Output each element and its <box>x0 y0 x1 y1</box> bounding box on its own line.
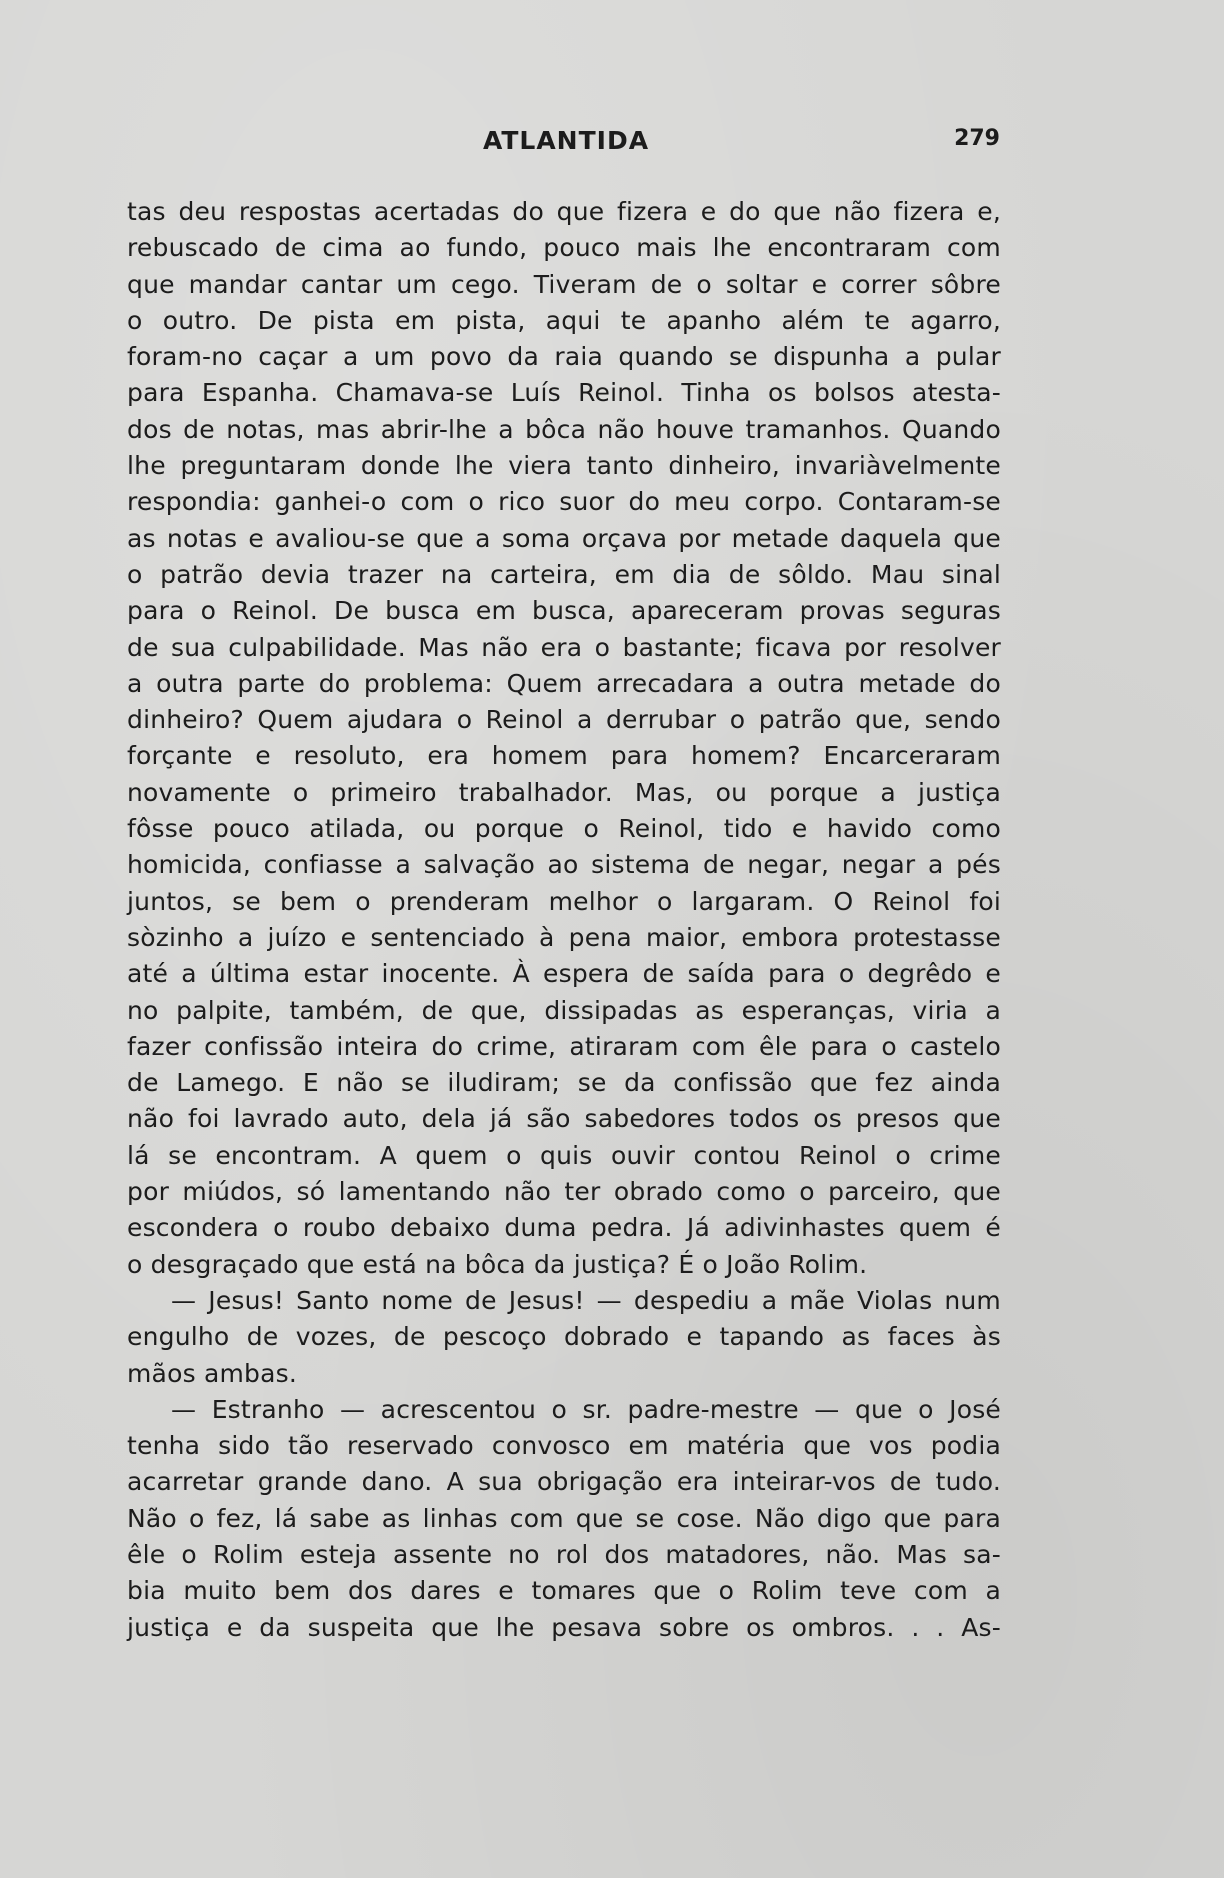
text-line: escondera o roubo debaixo duma pedra. Já adivinhastes quem é <box>127 1213 1001 1243</box>
text-line: lá se encontram. A quem o quis ouvir contou Reinol o crime <box>127 1140 1001 1170</box>
text-line: — Jesus! Santo nome de Jesus! — despediu a mãe Violas num <box>171 1285 1001 1315</box>
text-line: juntos, se bem o prenderam melhor o largaram. O Reinol foi <box>127 886 1001 916</box>
text-line: a outra parte do problema: Quem arrecadara a outra metade do <box>127 668 1001 698</box>
text-line: — Estranho — acrescentou o sr. padre-mestre — que o José <box>171 1394 1001 1424</box>
text-line: fôsse pouco atilada, ou porque o Reinol, tido e havido como <box>127 814 1001 844</box>
text-line: por miúdos, só lamentando não ter obrado como o parceiro, que <box>127 1177 1001 1207</box>
text-line: acarretar grande dano. A sua obrigação era inteirar-vos de tudo. <box>127 1467 1001 1497</box>
page-number: 279 <box>954 126 1000 151</box>
text-line: até a última estar inocente. À espera de saída para o degrêdo e <box>127 959 1001 989</box>
text-line: de sua culpabilidade. Mas não era o bastante; ficava por resolver <box>127 632 1001 662</box>
text-line: no palpite, também, de que, dissipadas as esperanças, viria a <box>127 995 1001 1025</box>
text-line: engulho de vozes, de pescoço dobrado e tapando as faces às <box>127 1322 1001 1352</box>
text-line: tas deu respostas acertadas do que fizera e do que não fizera e, <box>127 197 1001 226</box>
text-line: foram-no caçar a um povo da raia quando se dispunha a pular <box>127 342 1001 372</box>
text-line: rebuscado de cima ao fundo, pouco mais lhe encontraram com <box>127 233 1001 263</box>
text-line: que mandar cantar um cego. Tiveram de o soltar e correr sôbre <box>127 269 1001 299</box>
text-line: homicida, confiasse a salvação ao sistema de negar, negar a pés <box>127 850 1001 880</box>
text-line: o desgraçado que está na bôca da justiça? É o João Rolim. <box>127 1249 868 1279</box>
text-line: não foi lavrado auto, dela já são sabedores todos os presos que <box>127 1104 1001 1134</box>
text-line: tenha sido tão reservado convosco em matéria que vos podia <box>127 1431 1001 1461</box>
text-line: respondia: ganhei-o com o rico suor do meu corpo. Contaram-se <box>127 487 1001 517</box>
text-line: para o Reinol. De busca em busca, apareceram provas seguras <box>127 596 1001 626</box>
text-line: êle o Rolim esteja assente no rol dos matadores, não. Mas sa- <box>127 1539 1001 1569</box>
text-line: o patrão devia trazer na carteira, em dia de sôldo. Mau sinal <box>127 559 1001 589</box>
text-line: fazer confissão inteira do crime, atiraram com êle para o castelo <box>127 1031 1001 1061</box>
text-line: dinheiro? Quem ajudara o Reinol a derrubar o patrão que, sendo <box>127 705 1001 735</box>
text-line: Não o fez, lá sabe as linhas com que se cose. Não digo que para <box>127 1503 1001 1533</box>
text-line: justiça e da suspeita que lhe pesava sobre os ombros. . . As- <box>127 1612 1001 1642</box>
text-line: para Espanha. Chamava-se Luís Reinol. Tinha os bolsos atesta- <box>127 378 1001 408</box>
text-line: bia muito bem dos dares e tomares que o Rolim teve com a <box>127 1576 1001 1606</box>
text-line: as notas e avaliou-se que a soma orçava por metade daquela que <box>127 523 1001 553</box>
page-header <box>128 124 1004 160</box>
text-line: de Lamego. E não se iludiram; se da confissão que fez ainda <box>127 1068 1001 1098</box>
text-line: lhe preguntaram donde lhe viera tanto dinheiro, invariàvelmente <box>127 451 1001 481</box>
body-text <box>127 194 1001 1646</box>
text-line: forçante e resoluto, era homem para homem? Encarceraram <box>127 741 1001 771</box>
text-line: dos de notas, mas abrir-lhe a bôca não houve tramanhos. Quando <box>127 414 1001 444</box>
text-line: sòzinho a juízo e sentenciado à pena maior, embora protestasse <box>127 922 1001 952</box>
text-line: novamente o primeiro trabalhador. Mas, ou porque a justiça <box>127 777 1001 807</box>
running-title: ATLANTIDA <box>482 126 650 155</box>
text-line: mãos ambas. <box>127 1358 297 1388</box>
text-line: o outro. De pista em pista, aqui te apanho além te agarro, <box>127 305 1001 335</box>
